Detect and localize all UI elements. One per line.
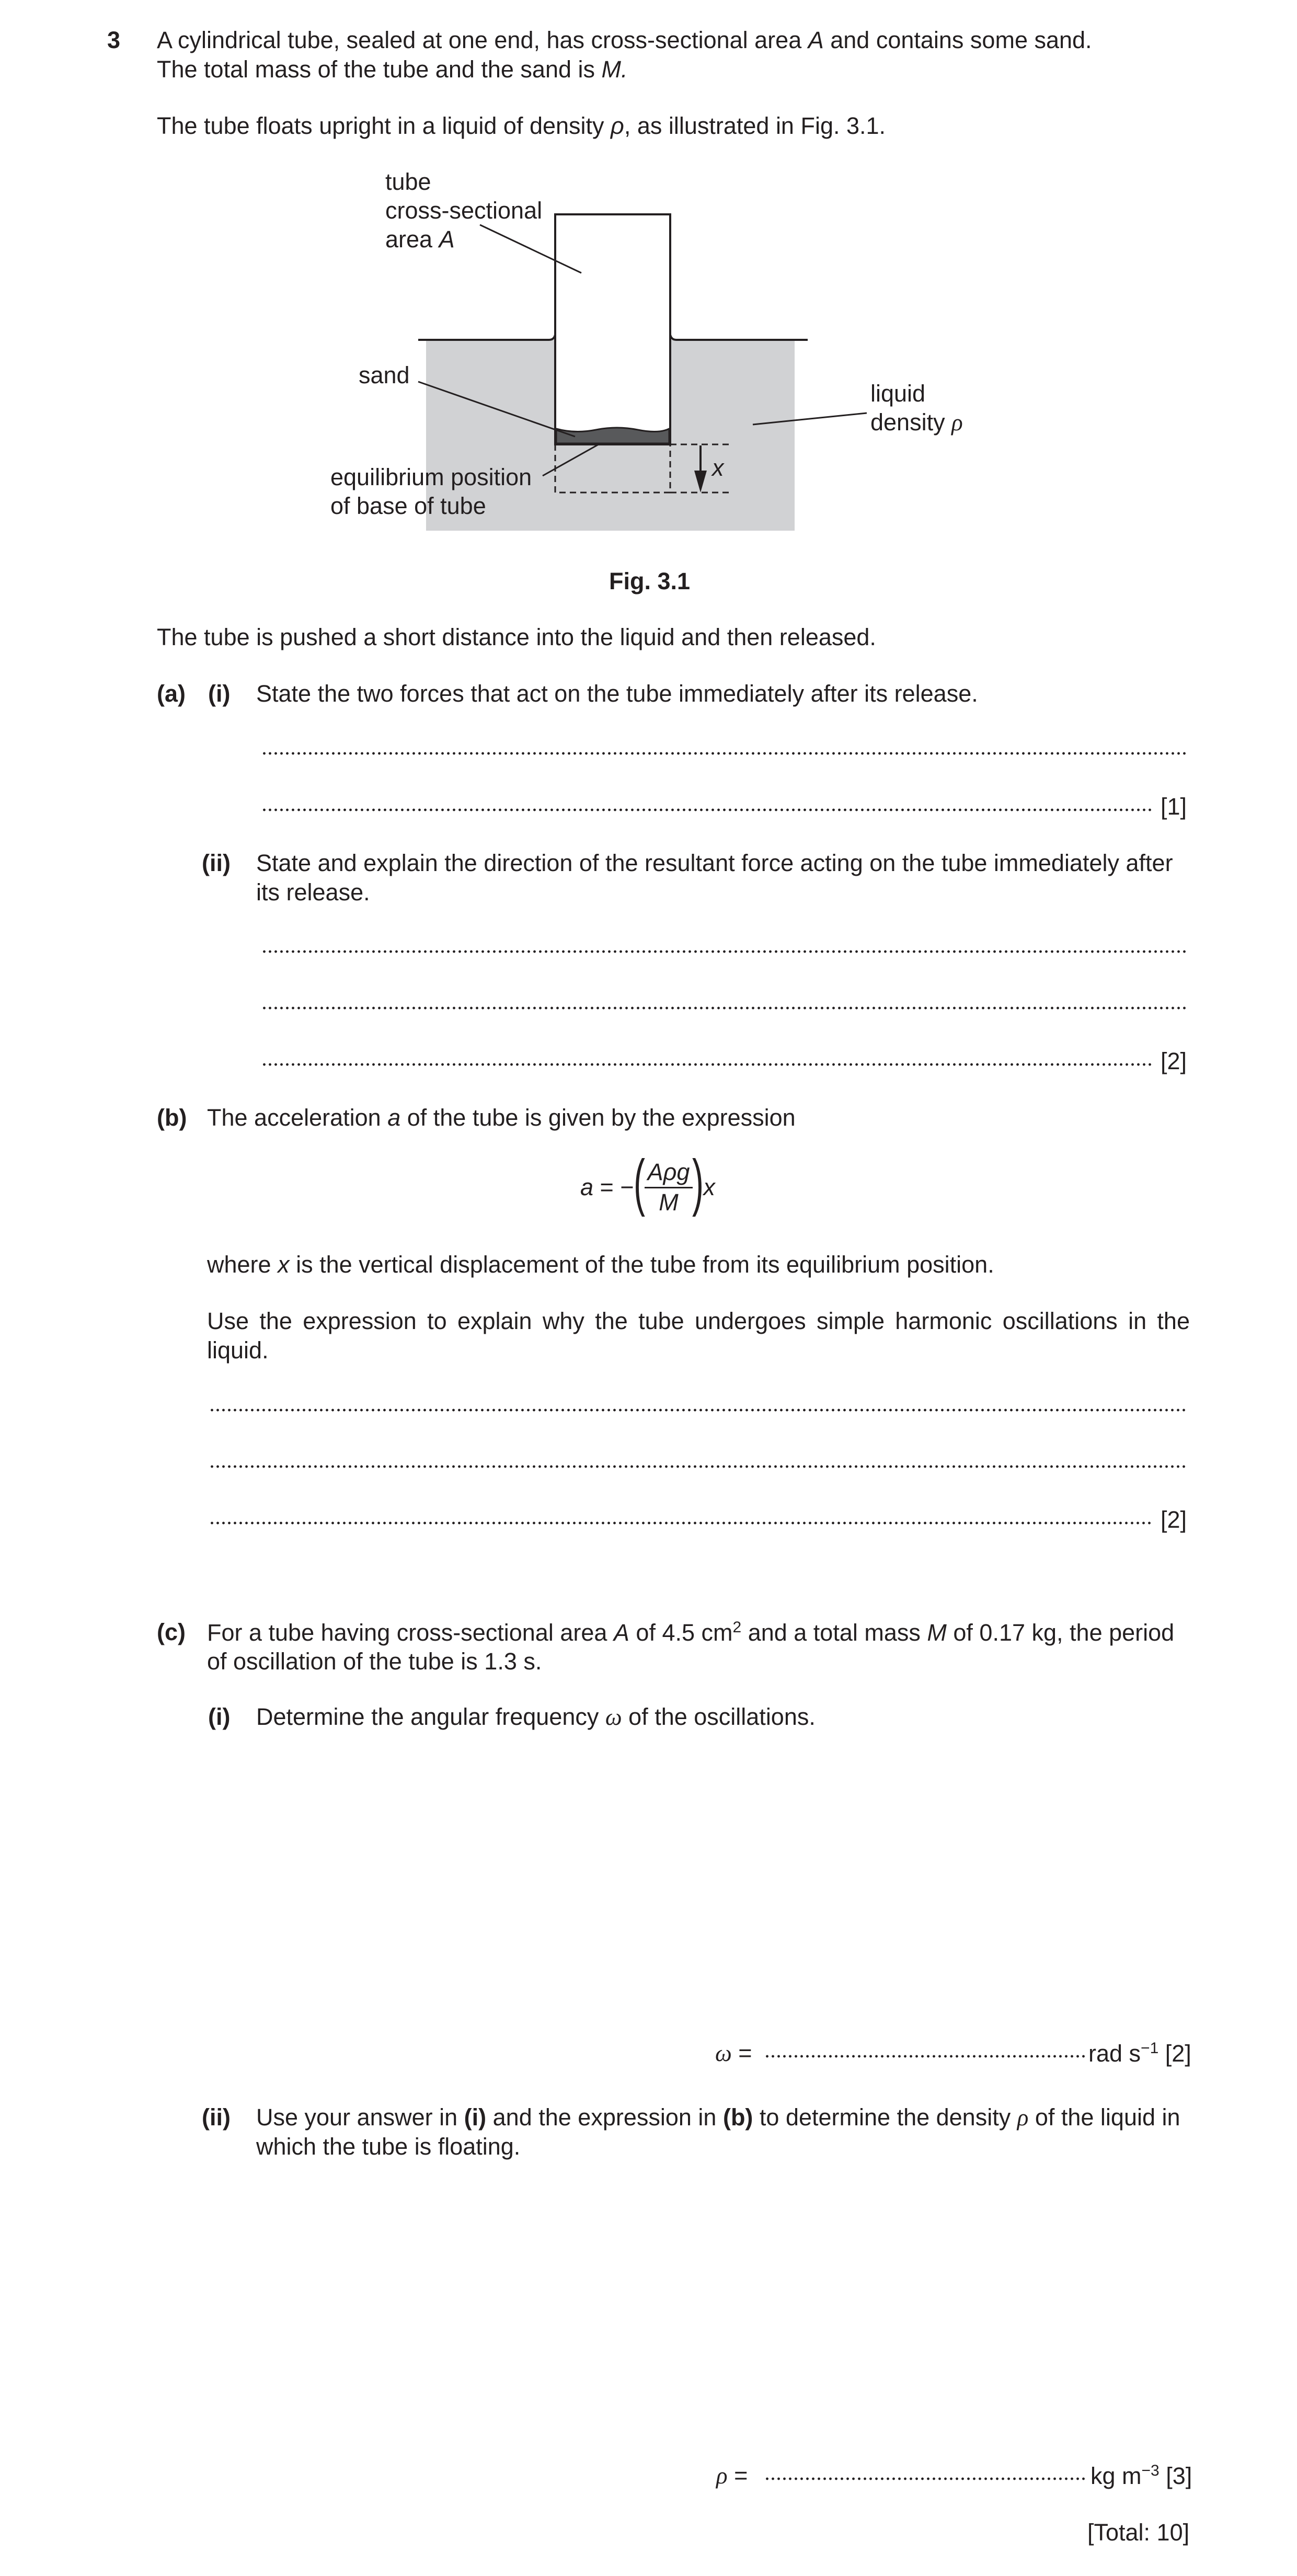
figure-3-1	[0, 0, 1297, 575]
label-area: area A	[385, 226, 455, 253]
part-c-i-label: (i)	[208, 1703, 231, 1730]
part-b-text: The acceleration a of the tube is given by the expression	[207, 1104, 796, 1131]
rho-answer-label: ρ =	[716, 2462, 748, 2489]
part-a-ii-text-2: its release.	[256, 879, 370, 906]
part-b-label: (b)	[157, 1104, 187, 1131]
rho-unit: kg $m^{-3}$ [3]	[1091, 2462, 1192, 2489]
liquid-surface-right	[670, 335, 808, 340]
part-b-where: where x is the vertical displacement of the tube from its equilibrium position.	[207, 1251, 994, 1278]
answer-line-a-i-2[interactable]	[261, 807, 1153, 812]
part-c-text-1: For a tube having cross-sectional area A of 4.5 $cm^2$ and a total mass M of 0.17 kg, the period	[207, 1619, 1175, 1646]
part-a-label: (a)	[157, 680, 186, 707]
acceleration-equation: a = −( $\frac{\text{Aρg}}{M}$ )x	[580, 1147, 715, 1218]
rho-answer-input[interactable]	[764, 2476, 1086, 2481]
answer-line-b-3[interactable]	[209, 1520, 1153, 1526]
part-c-ii-text-1: Use your answer in (i) and the expression in (b) to determine the density ρ of the liquid in	[256, 2104, 1180, 2131]
part-b-use-1: Use the expression to explain why the tube undergoes simple harmonic oscillations in the	[207, 1308, 1190, 1334]
part-c-i-text: Determine the angular frequency ω of the oscillations.	[256, 1703, 816, 1730]
answer-line-a-i-1[interactable]	[261, 751, 1187, 756]
answer-line-a-ii-3[interactable]	[261, 1062, 1153, 1067]
intro-line-2: The total mass of the tube and the sand is M.	[157, 56, 628, 83]
part-a-ii-text-1: State and explain the direction of the resultant force acting on the tube immediately after	[256, 850, 1173, 876]
label-tube: tube	[385, 168, 431, 195]
tube-body	[555, 214, 670, 444]
label-x: x	[712, 454, 724, 481]
answer-line-b-1[interactable]	[209, 1407, 1187, 1413]
figure-caption: Fig. 3.1	[609, 568, 691, 594]
marks-a-i: [1]	[1161, 793, 1187, 820]
label-base-of-tube: of base of tube	[330, 493, 486, 519]
part-a-ii-label: (ii)	[202, 850, 231, 876]
label-cross-sectional: cross-sectional	[385, 197, 543, 224]
label-liquid: liquid	[870, 380, 926, 407]
part-a-i-label: (i)	[208, 680, 231, 707]
part-c-text-2: of oscillation of the tube is 1.3 s.	[207, 1648, 542, 1675]
intro-line-1: A cylindrical tube, sealed at one end, has cross-sectional area A and contains some sand.	[157, 27, 1092, 53]
total-marks: [Total: 10]	[1087, 2519, 1190, 2546]
answer-line-b-2[interactable]	[209, 1464, 1187, 1469]
intro-line-3: The tube floats upright in a liquid of density ρ, as illustrated in Fig. 3.1.	[157, 112, 886, 139]
answer-line-a-ii-1[interactable]	[261, 949, 1187, 954]
marks-a-ii: [2]	[1161, 1048, 1187, 1074]
label-sand: sand	[359, 362, 410, 388]
omega-unit: rad $s^{-1}$ [2]	[1088, 2040, 1191, 2067]
marks-b: [2]	[1161, 1506, 1187, 1533]
omega-answer-label: ω =	[715, 2040, 752, 2066]
part-c-label: (c)	[157, 1619, 186, 1645]
omega-answer-input[interactable]	[764, 2054, 1086, 2059]
label-density: density ρ	[870, 409, 963, 436]
liquid-surface-left	[418, 335, 555, 340]
part-c-ii-label: (ii)	[202, 2104, 231, 2131]
part-c-ii-text-2: which the tube is floating.	[256, 2133, 521, 2160]
pushed-text: The tube is pushed a short distance into the liquid and then released.	[157, 624, 876, 650]
label-equilibrium-position: equilibrium position	[330, 464, 532, 490]
answer-line-a-ii-2[interactable]	[261, 1005, 1187, 1011]
question-number: 3	[107, 27, 121, 53]
part-b-use-2: liquid.	[207, 1337, 269, 1364]
part-a-i-text: State the two forces that act on the tube immediately after its release.	[256, 680, 978, 707]
